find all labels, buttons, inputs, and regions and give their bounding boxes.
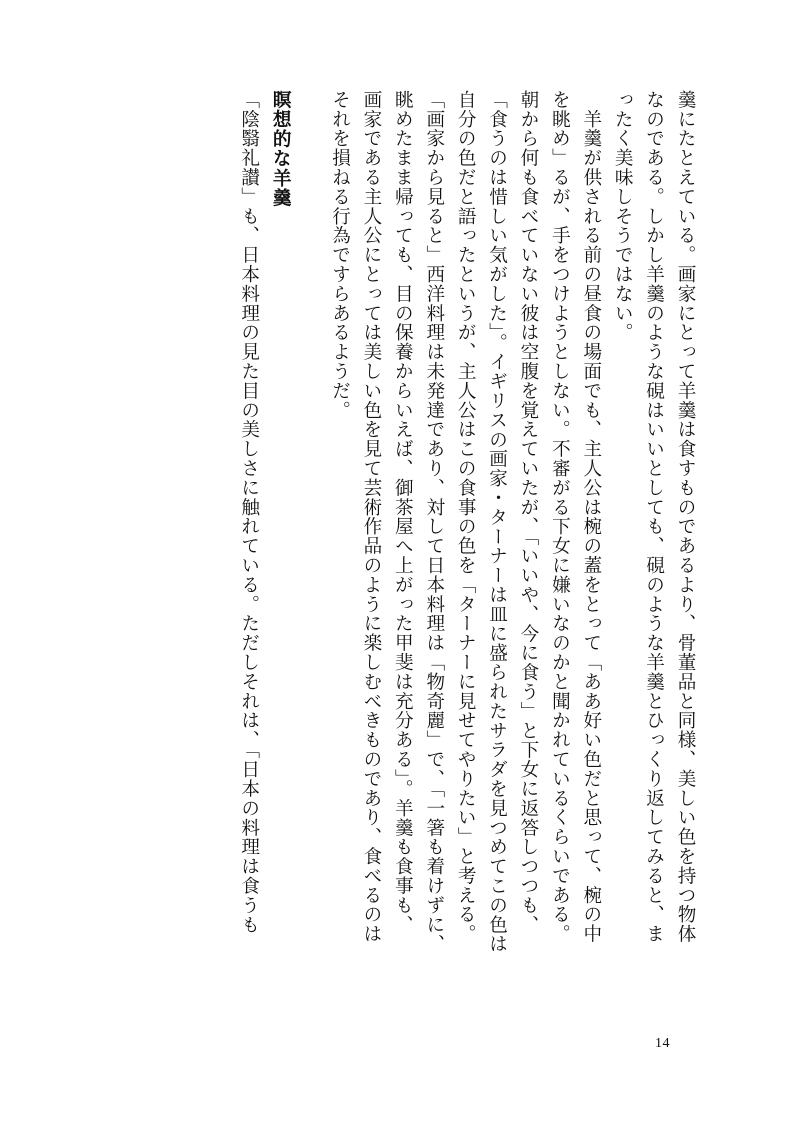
text-line: を眺め」るが、手をつけようとしない。不審がる下女に嫌いなのかと聞かれているくらいである。 (549, 90, 571, 944)
text-line: 「画家から見ると」西洋料理は未発達であり、対して日本料理は「物奇麗」で、「一箸も着けずに、 (423, 90, 445, 954)
text-line: なのである。しかし羊羹のような硯はいいとしても、硯のような羊羹とひっくり返してみると、ま (643, 90, 665, 944)
text-line: 羹にたとえている。画家にとって羊羹は食すものであるより、骨董品と同様、美しい色を持つ物体 (675, 90, 696, 944)
paragraph-gap (296, 90, 324, 1020)
text-line: 羊羹が供される前の昼食の場面でも、主人公は椀の蓋をとって「ああ好い色だと思って、椀の中 (580, 90, 602, 944)
text-line: 朝から何も食べていない彼は空腹を覚えていたが、「いいや、今に食う」と下女に返答しつつも、 (517, 90, 539, 935)
text-line: 「食うのは惜しい気がした」。イギリスの画家・ターナーは皿に盛られたサラダを見つめてこの色は (486, 90, 508, 954)
text-line: それを損ねる行為ですらあるようだ。 (329, 90, 351, 420)
text-line: 眺めたまま帰っても、目の保養からいえば、御茶屋へ上がった甲斐は充分ある」。羊羹も食事も、 (392, 90, 414, 935)
page-number: 14 (655, 1036, 670, 1051)
text-line: 「陰翳礼讃」も、日本料理の見た目の美しさに触れている。ただしそれは、「日本の料理は食うも (238, 90, 260, 935)
section-heading: 瞑想的な羊羹 (270, 90, 292, 208)
text-line: ったく美味しそうではない。 (612, 90, 634, 343)
text-line: 自分の色だと語ったというが、主人公はこの食事の色を「ターナーに見せてやりたい」と考える。 (455, 90, 477, 944)
vertical-text-body (233, 90, 701, 1020)
text-line: 画家である主人公にとっては美しい色を見て芸術作品のように楽しむべきものであり、食べるのは (360, 90, 382, 944)
